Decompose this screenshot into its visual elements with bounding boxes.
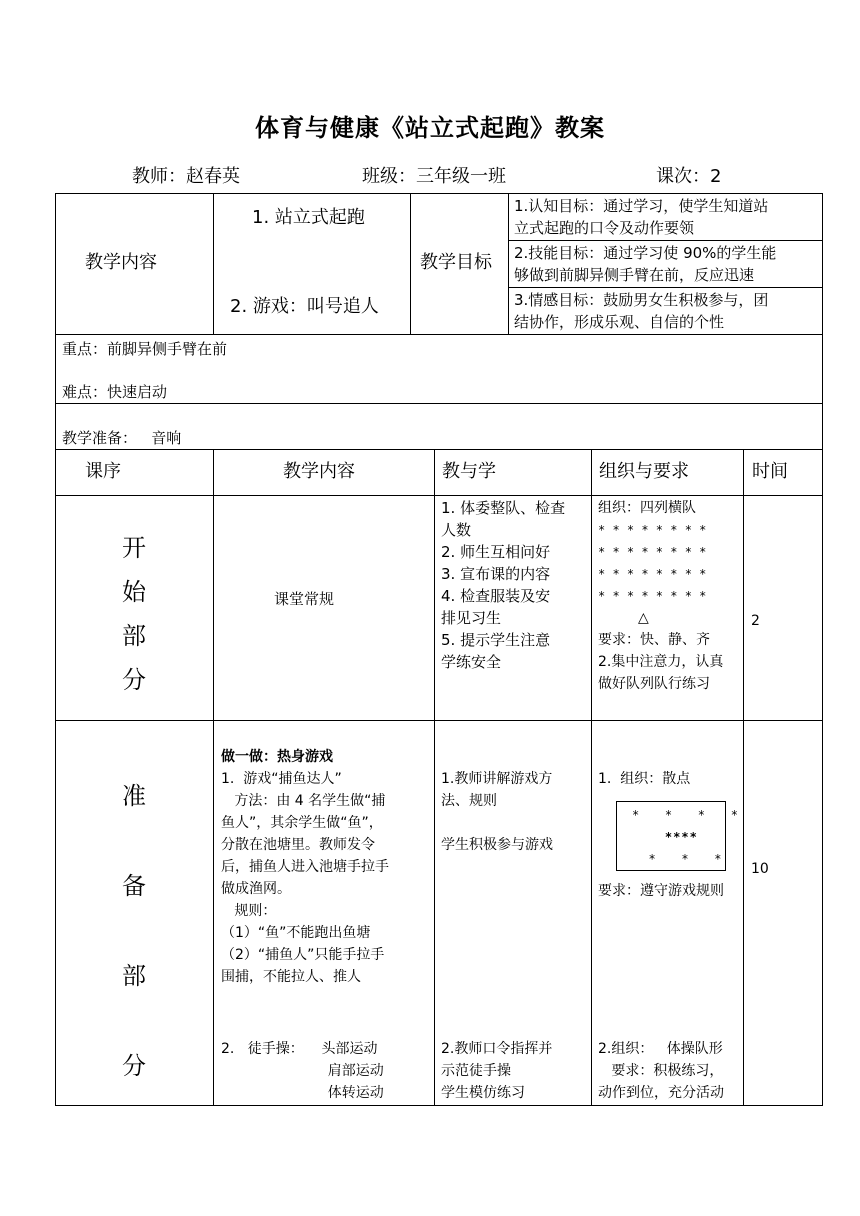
- class-name: 班级：三年级一班: [362, 166, 506, 187]
- goal-label: 教学目标: [420, 252, 492, 273]
- goal-3: 3.情感目标：鼓励男女生积极参与，团 结协作，形成乐观、自信的个性: [514, 291, 769, 331]
- prep-teach: 1.教师讲解游戏方 法、规则 学生积极参与游戏: [441, 771, 553, 853]
- section-start-char: 始: [122, 578, 146, 606]
- section-start-char: 分: [122, 666, 146, 694]
- prep-time: 10: [751, 861, 769, 877]
- start-time: 2: [751, 613, 760, 629]
- focus-point: 重点：前脚异侧手臂在前: [62, 340, 228, 358]
- section-prep-char: 备: [122, 872, 146, 900]
- start-org: 组织：四列横队 * * * * * * * * * * * * * * * * * * * * * * * * * * * * * * * * △ 要求：快、静、齐 2.集中注意力，认真 做好队列队行练习: [598, 500, 724, 692]
- prep-content-2: 2. 徒手操： 头部运动 肩部运动 体转运动: [221, 1041, 384, 1101]
- section-start-char: 开: [122, 534, 146, 562]
- col-header-order: 课序: [85, 461, 121, 482]
- col-header-time: 时间: [752, 461, 788, 482]
- start-content: 课堂常规: [274, 590, 335, 608]
- goal-2: 2.技能目标：通过学习使 90%的学生能 够做到前脚异侧手臂在前，反应迅速: [514, 244, 777, 284]
- lesson-number: 课次：2: [656, 166, 722, 187]
- section-prep-char: 分: [122, 1052, 146, 1080]
- content-label: 教学内容: [85, 252, 157, 273]
- teaching-prep: 教学准备： 音响: [62, 429, 182, 447]
- prep-org-require: 要求：遵守游戏规则: [598, 883, 724, 899]
- section-prep-char: 部: [122, 962, 146, 990]
- section-start-char: 部: [122, 622, 146, 650]
- start-teach: 1. 体委整队、检查 人数 2. 师生互相问好 3. 宣布课的内容 4. 检查服装及安 排见习生 5. 提示学生注意 学练安全: [441, 499, 566, 671]
- prep-org-2: 2.组织： 体操队形 要求：积极练习， 动作到位，充分活动: [598, 1041, 724, 1101]
- diagram-row: * * * *: [632, 808, 739, 822]
- diagram-row: ****: [632, 830, 698, 844]
- prep-teach-2: 2.教师口令指挥并 示范徒手操 学生模仿练习: [441, 1041, 553, 1101]
- col-header-content: 教学内容: [283, 461, 355, 482]
- section-prep-char: 准: [122, 782, 146, 810]
- content-item-2: 2. 游戏：叫号追人: [230, 296, 379, 317]
- prep-org-title: 1. 组织：散点: [598, 771, 691, 787]
- diagram-row: * * *: [632, 852, 723, 866]
- goal-1: 1.认知目标：通过学习，使学生知道站 立式起跑的口令及动作要领: [514, 197, 769, 237]
- col-header-teach: 教与学: [442, 461, 496, 482]
- prep-content: 做一做：热身游戏 1. 游戏“捕鱼达人” 方法：由 4 名学生做“捕 鱼人”，其余学生做“鱼”， 分散在池塘里。教师发令 后，捕鱼人进入池塘手拉手 做成渔网。 规则： （1）“鱼”不能跑出鱼塘 （2）“捕鱼人”只能手拉手 围捕，不能拉人、推人: [221, 749, 389, 985]
- content-item-1: 1. 站立式起跑: [252, 207, 365, 228]
- difficulty-point: 难点：快速启动: [62, 383, 168, 401]
- col-header-org: 组织与要求: [599, 461, 689, 482]
- teacher-name: 教师：赵春英: [132, 166, 240, 187]
- page-title: 体育与健康《站立式起跑》教案: [255, 114, 605, 142]
